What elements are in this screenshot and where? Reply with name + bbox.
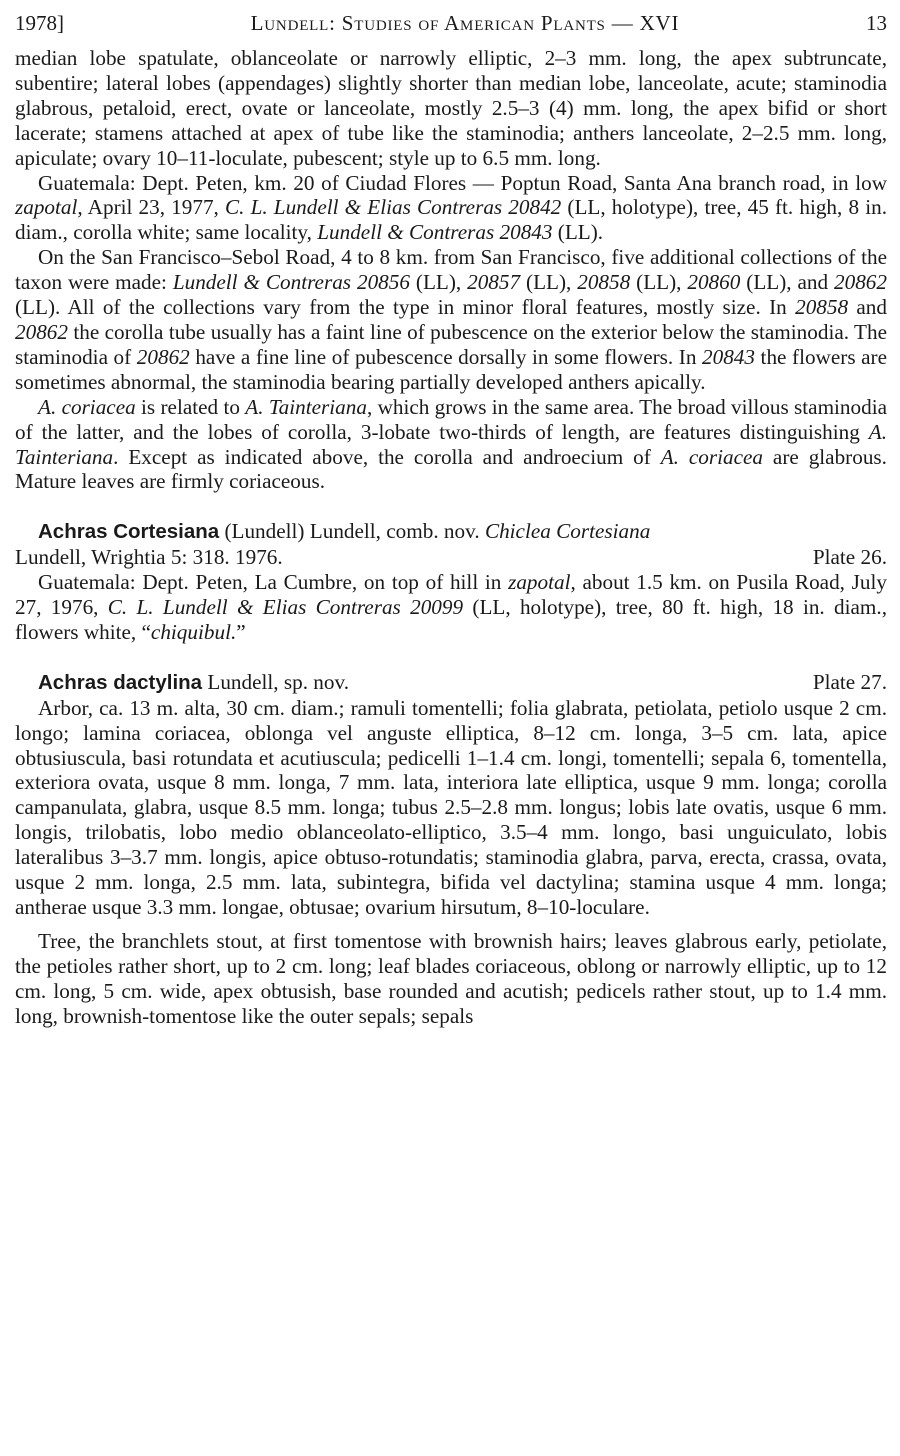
text-run: (LL, holotype), tree, 45 ft. high, 8 in. diam., corolla white; same locality, — [15, 195, 887, 245]
section-gap — [15, 645, 887, 670]
section-gap — [15, 494, 887, 519]
text-run: (LL), — [630, 270, 688, 295]
species-author: (Lundell) Lundell, comb. nov. — [219, 519, 485, 544]
text-run: Tree, the branchlets stout, at first tomentose with brownish hairs; leaves glabrous early, petiolate, the petioles rather short, up to 2 cm. long; leaf blades coriaceous, oblong or narrowly elliptic, up to 12 cm. long, 5 cm. wide, apex obtusish, base rounded and acutish; pedicels rather stout, up to 1.4 mm. long, brownish-tomentose like the outer sepals; sepals — [15, 928, 887, 1028]
text-run: the corolla tube usually has a faint line of pubescence on the exterior below the staminodia. The staminodia of — [15, 319, 887, 369]
text-run: (LL), — [409, 270, 468, 295]
text-run: ” — [236, 619, 246, 644]
header-title: Lundell: Studies of American Plants — XVI — [250, 11, 680, 35]
species-citation-row — [15, 545, 887, 570]
italic-text-run: Lundell & Contreras 20856 — [172, 270, 410, 295]
text-run: and — [848, 295, 887, 320]
paragraph-type-locality — [15, 171, 887, 246]
text-run: On the San Francisco–Sebol Road, 4 to 8 km. from San Francisco, five additional collections of the taxon were made: — [15, 245, 887, 295]
italic-text-run: 20860 — [687, 270, 741, 295]
italic-text-run: 20862 — [15, 319, 68, 344]
text-run: Arbor, ca. 13 m. alta, 30 cm. diam.; ramuli tomentelli; folia glabrata, petiolata, petiolo usque 2 cm. longo; lamina coriacea, oblonga vel anguste elliptica, 8–12 cm. longa, 3–5 cm. lata, apice obtusiuscula, basi rotundata et acutiuscula; pedicelli 1–1.4 cm. longi, tomentelli; sepala 6, tomentella, exteriora ovata, usque 8 mm. longa, 7 mm. lata, interiora late elliptica, usque 9 mm. longa; corolla campanulata, glabra, usque 8.5 mm. longa; tubus 2.5–2.8 mm. longus; lobis late ovatis, usque 6 mm. longis, trilobatis, lobo medio oblanceolato-elliptico, 3.5–4 mm. longo, basi unguiculato, lobis lateralibus 3–3.7 mm. longis, apice obtuso-rotundatis; staminodia glabra, parva, erecta, crassa, ovata, usque 2 mm. longa, 2.5 mm. lata, subintegra, bifida vel dactylina; stamina usque 4 mm. longa; antherae usque 3.3 mm. longae, obtusae; ovarium hirsutum, 8–10-loculare. — [15, 695, 887, 919]
italic-text-run: zapotal — [15, 195, 78, 220]
paragraph-cortesiana-specimen — [15, 570, 887, 645]
paragraph-relationship — [15, 395, 887, 495]
italic-text-run: 20858 — [577, 270, 631, 295]
species-name: Achras dactylina — [38, 670, 203, 694]
text-run: (LL). All of the collections vary from the type in minor floral features, mostly size. In — [15, 295, 796, 320]
text-run: (LL), — [520, 270, 578, 295]
paragraph-gap — [15, 920, 887, 929]
species-name: Achras Cortesiana — [38, 520, 220, 544]
text-run: Guatemala: Dept. Peten, km. 20 of Ciudad Flores — Poptun Road, Santa Ana branch road, in low — [38, 170, 887, 195]
italic-text-run: A. Tainteriana — [15, 419, 887, 469]
italic-text-run: C. L. Lundell & Elias Contreras 20099 — [107, 595, 464, 620]
species-citation: Lundell, Wrightia 5: 318. 1976. — [15, 545, 283, 570]
paragraph-description-end — [15, 46, 887, 171]
text-run: median lobe spatulate, oblanceolate or narrowly elliptic, 2–3 mm. long, the apex subtruncate, subentire; lateral lobes (appendages) slightly shorter than median lobe, lanceolate, acute; staminodia glabrous, petaloid, erect, ovate or lanceolate, mostly 2.5–3 (4) mm. long, the apex bifid or short lacerate; stamens attached at apex of tube like the staminodia; anthers lanceolate, 2–2.5 mm. long, apiculate; ovary 10–11-loculate, pubescent; style up to 6.5 mm. long. — [15, 46, 887, 170]
plate-reference: Plate 27. — [812, 669, 887, 694]
paragraph-english-description — [15, 929, 887, 1029]
text-run: (LL, holotype), tree, 80 ft. high, 18 in. diam., flowers white, “ — [15, 595, 887, 644]
italic-text-run: C. L. Lundell & Elias Contreras 20842 — [225, 195, 562, 220]
italic-text-run: 20862 — [834, 270, 887, 295]
header-year: 1978] — [15, 11, 64, 35]
paragraph-additional-collections — [15, 245, 887, 394]
plate-reference: Plate 26. — [812, 545, 887, 570]
text-run: are glabrous. Mature leaves are firmly coriaceous. — [15, 444, 887, 494]
species-heading-dactylina — [15, 670, 887, 696]
text-run: is related to — [135, 394, 246, 419]
paragraph-latin-diagnosis — [15, 696, 887, 920]
text-run: , about 1.5 km. on Pusila Road, July 27, 1976, — [15, 570, 887, 620]
italic-text-run: chiquibul. — [150, 619, 237, 644]
text-run: (LL), and — [740, 270, 835, 295]
text-run: . Except as indicated above, the corolla and androecium of — [113, 444, 661, 469]
italic-text-run: 20857 — [467, 270, 521, 295]
species-author: Lundell, sp. nov. — [202, 669, 350, 694]
text-run: the flowers are sometimes abnormal, the staminodia bearing partially developed anthers apically. — [15, 344, 888, 394]
species-heading-cortesiana — [15, 519, 887, 545]
italic-text-run: A. coriacea — [38, 394, 136, 419]
text-run: (LL). — [552, 220, 604, 245]
italic-text-run: 20843 — [702, 344, 755, 369]
italic-text-run: 20862 — [136, 344, 190, 369]
page-number: 13 — [866, 11, 887, 35]
running-header — [15, 10, 887, 46]
text-run: , which grows in the same area. The broad villous staminodia of the latter, and the lobes of corolla, 3-lobate two-thirds of length, are features distinguishing — [15, 394, 888, 444]
italic-text-run: zapotal — [508, 570, 571, 595]
italic-text-run: A. coriacea — [660, 444, 763, 469]
species-basionym: Chiclea Cortesiana — [484, 519, 651, 544]
text-run: Guatemala: Dept. Peten, La Cumbre, on top of hill in — [38, 570, 509, 595]
italic-text-run: A. Tainteriana — [245, 394, 367, 419]
text-run: have a fine line of pubescence dorsally in some flowers. In — [189, 344, 703, 369]
italic-text-run: 20858 — [795, 295, 849, 320]
page — [15, 10, 887, 1029]
text-run: , April 23, 1977, — [77, 195, 225, 220]
italic-text-run: Lundell & Contreras 20843 — [317, 220, 553, 245]
